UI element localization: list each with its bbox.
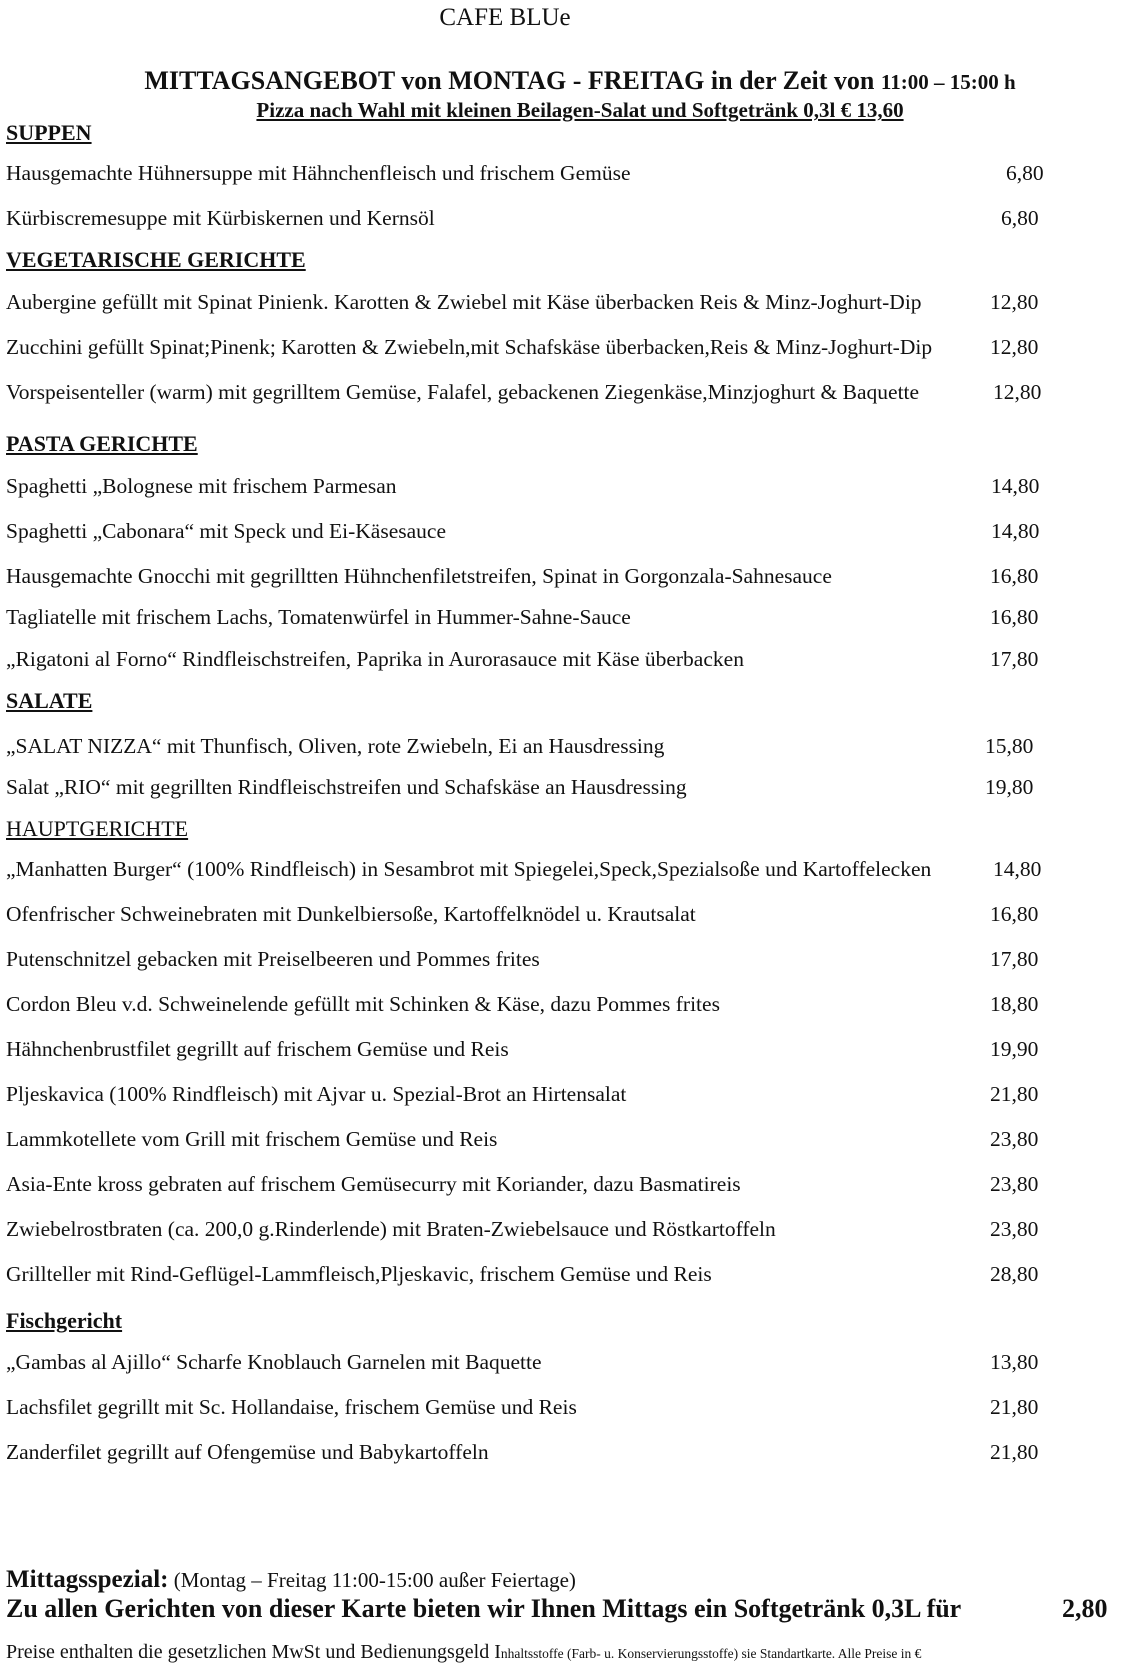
- menu-item-price: 14,80: [993, 857, 1042, 881]
- menu-item-name: Putenschnitzel gebacken mit Preiselbeeren und Pommes frites: [6, 947, 540, 971]
- menu-item-name: Spaghetti „Cabonara“ mit Speck und Ei-Käsesauce: [6, 519, 447, 543]
- lunch-offer-text: MITTAGSANGEBOT von MONTAG - FREITAG in der Zeit von: [144, 66, 881, 95]
- menu-item-name: Aubergine gefüllt mit Spinat Pinienk. Karotten & Zwiebel mit Käse überbacken Reis & Minz-Joghurt-Dip: [6, 290, 922, 314]
- section-heading-fisch: Fischgericht: [6, 1308, 123, 1333]
- softdrink-offer-text: Zu allen Gerichten von dieser Karte bieten wir Ihnen Mittags ein Softgetränk 0,3L für: [6, 1594, 962, 1623]
- menu-item-price: 14,80: [991, 474, 1040, 498]
- menu-item-name: Zwiebelrostbraten (ca. 200,0 g.Rinderlende) mit Braten-Zwiebelsauce und Röstkartoffeln: [6, 1217, 776, 1241]
- menu-item-price: 6,80: [1006, 161, 1044, 185]
- menu-item-price: 28,80: [990, 1262, 1039, 1286]
- menu-item-name: Asia-Ente kross gebraten auf frischem Gemüsecurry mit Koriander, dazu Basmatireis: [6, 1172, 741, 1196]
- lunch-offer-heading: [0, 66, 1134, 96]
- menu-item-price: 21,80: [990, 1440, 1039, 1464]
- menu-title: CAFE BLUe: [439, 4, 571, 31]
- section-heading-haupt: HAUPTGERICHTE: [6, 816, 189, 841]
- menu-item-price: 17,80: [990, 947, 1039, 971]
- menu-item-name: Zucchini gefüllt Spinat;Pinenk; Karotten & Zwiebeln,mit Schafskäse überbacken,Reis & Minz-Joghurt-Dip: [6, 335, 933, 359]
- menu-item-price: 15,80: [985, 734, 1034, 758]
- menu-item-price: 16,80: [990, 564, 1039, 588]
- menu-item-price: 21,80: [990, 1082, 1039, 1106]
- section-heading-suppen: SUPPEN: [6, 120, 92, 145]
- menu-item-name: Kürbiscremesuppe mit Kürbiskernen und Kernsöl: [6, 206, 435, 230]
- menu-item-price: 14,80: [991, 519, 1040, 543]
- menu-item-name: Grillteller mit Rind-Geflügel-Lammfleisch,Pljeskavic, frischem Gemüse und Reis: [6, 1262, 712, 1286]
- menu-item-price: 17,80: [990, 647, 1039, 671]
- menu-item-price: 19,90: [990, 1037, 1039, 1061]
- menu-item-price: 23,80: [990, 1172, 1039, 1196]
- menu-item-price: 12,80: [993, 380, 1042, 404]
- menu-item-price: 12,80: [990, 335, 1039, 359]
- section-heading-salate: SALATE: [6, 688, 93, 713]
- menu-item-price: 16,80: [990, 902, 1039, 926]
- menu-item-price: 19,80: [985, 775, 1034, 799]
- menu-item-name: Hausgemachte Hühnersuppe mit Hähnchenfleisch und frischem Gemüse: [6, 161, 631, 185]
- menu-item-name: Lammkotellete vom Grill mit frischem Gemüse und Reis: [6, 1127, 498, 1151]
- menu-item-price: 16,80: [990, 605, 1039, 629]
- menu-item-price: 23,80: [990, 1217, 1039, 1241]
- lunch-offer-time: 11:00 – 15:00 h: [880, 70, 1016, 94]
- menu-item-name: Cordon Bleu v.d. Schweinelende gefüllt mit Schinken & Käse, dazu Pommes frites: [6, 992, 720, 1016]
- lunch-special-label: Mittagsspezial:: [6, 1566, 169, 1593]
- menu-item-name: Salat „RIO“ mit gegrillten Rindfleischstreifen und Schafskäse an Hausdressing: [6, 775, 687, 799]
- menu-item-price: 23,80: [990, 1127, 1039, 1151]
- menu-item-name: „Rigatoni al Forno“ Rindfleischstreifen, Paprika in Aurorasauce mit Käse überbacken: [6, 647, 744, 671]
- pizza-offer-line: Pizza nach Wahl mit kleinen Beilagen-Salat und Softgetränk 0,3l € 13,60: [256, 98, 904, 122]
- menu-item-name: Hausgemachte Gnocchi mit gegrilltten Hühnchenfiletstreifen, Spinat in Gorgonzala-Sahnesauce: [6, 564, 832, 588]
- section-heading-pasta: PASTA GERICHTE: [6, 431, 198, 456]
- price-footnote: [6, 1641, 921, 1664]
- menu-item-name: Tagliatelle mit frischem Lachs, Tomatenwürfel in Hummer-Sahne-Sauce: [6, 605, 631, 629]
- softdrink-offer-price: 2,80: [1062, 1594, 1108, 1623]
- lunch-special-text: (Montag – Freitag 11:00-15:00 außer Feiertage): [168, 1568, 576, 1592]
- menu-item-name: Zanderfilet gegrillt auf Ofengemüse und Babykartoffeln: [6, 1440, 489, 1464]
- menu-item-name: „Manhatten Burger“ (100% Rindfleisch) in Sesambrot mit Spiegelei,Speck,Spezialsoße und Kartoffelecken: [6, 857, 932, 881]
- price-footnote-main: Preise enthalten die gesetzlichen MwSt und Bedienungsgeld I: [6, 1641, 501, 1663]
- menu-item-price: 13,80: [990, 1350, 1039, 1374]
- menu-item-name: Lachsfilet gegrillt mit Sc. Hollandaise, frischem Gemüse und Reis: [6, 1395, 577, 1419]
- menu-item-name: „Gambas al Ajillo“ Scharfe Knoblauch Garnelen mit Baquette: [6, 1350, 542, 1374]
- menu-item-price: 21,80: [990, 1395, 1039, 1419]
- menu-item-name: Pljeskavica (100% Rindfleisch) mit Ajvar u. Spezial-Brot an Hirtensalat: [6, 1082, 627, 1106]
- price-footnote-small: nhaltsstoffe (Farb- u. Konservierungsstoffe) sie Standartkarte. Alle Preise in €: [500, 1646, 922, 1661]
- menu-item-price: 12,80: [990, 290, 1039, 314]
- menu-item-name: Spaghetti „Bolognese mit frischem Parmesan: [6, 474, 397, 498]
- lunch-special-note: [6, 1566, 576, 1594]
- section-heading-vegetarisch: VEGETARISCHE GERICHTE: [6, 247, 306, 272]
- menu-item-name: Hähnchenbrustfilet gegrillt auf frischem Gemüse und Reis: [6, 1037, 509, 1061]
- menu-item-price: 6,80: [1001, 206, 1039, 230]
- menu-item-name: Ofenfrischer Schweinebraten mit Dunkelbiersoße, Kartoffelknödel u. Krautsalat: [6, 902, 696, 926]
- menu-item-name: „SALAT NIZZA“ mit Thunfisch, Oliven, rote Zwiebeln, Ei an Hausdressing: [6, 734, 665, 758]
- menu-item-name: Vorspeisenteller (warm) mit gegrilltem Gemüse, Falafel, gebackenen Ziegenkäse,Minzjoghurt & Baquette: [6, 380, 920, 404]
- menu-item-price: 18,80: [990, 992, 1039, 1016]
